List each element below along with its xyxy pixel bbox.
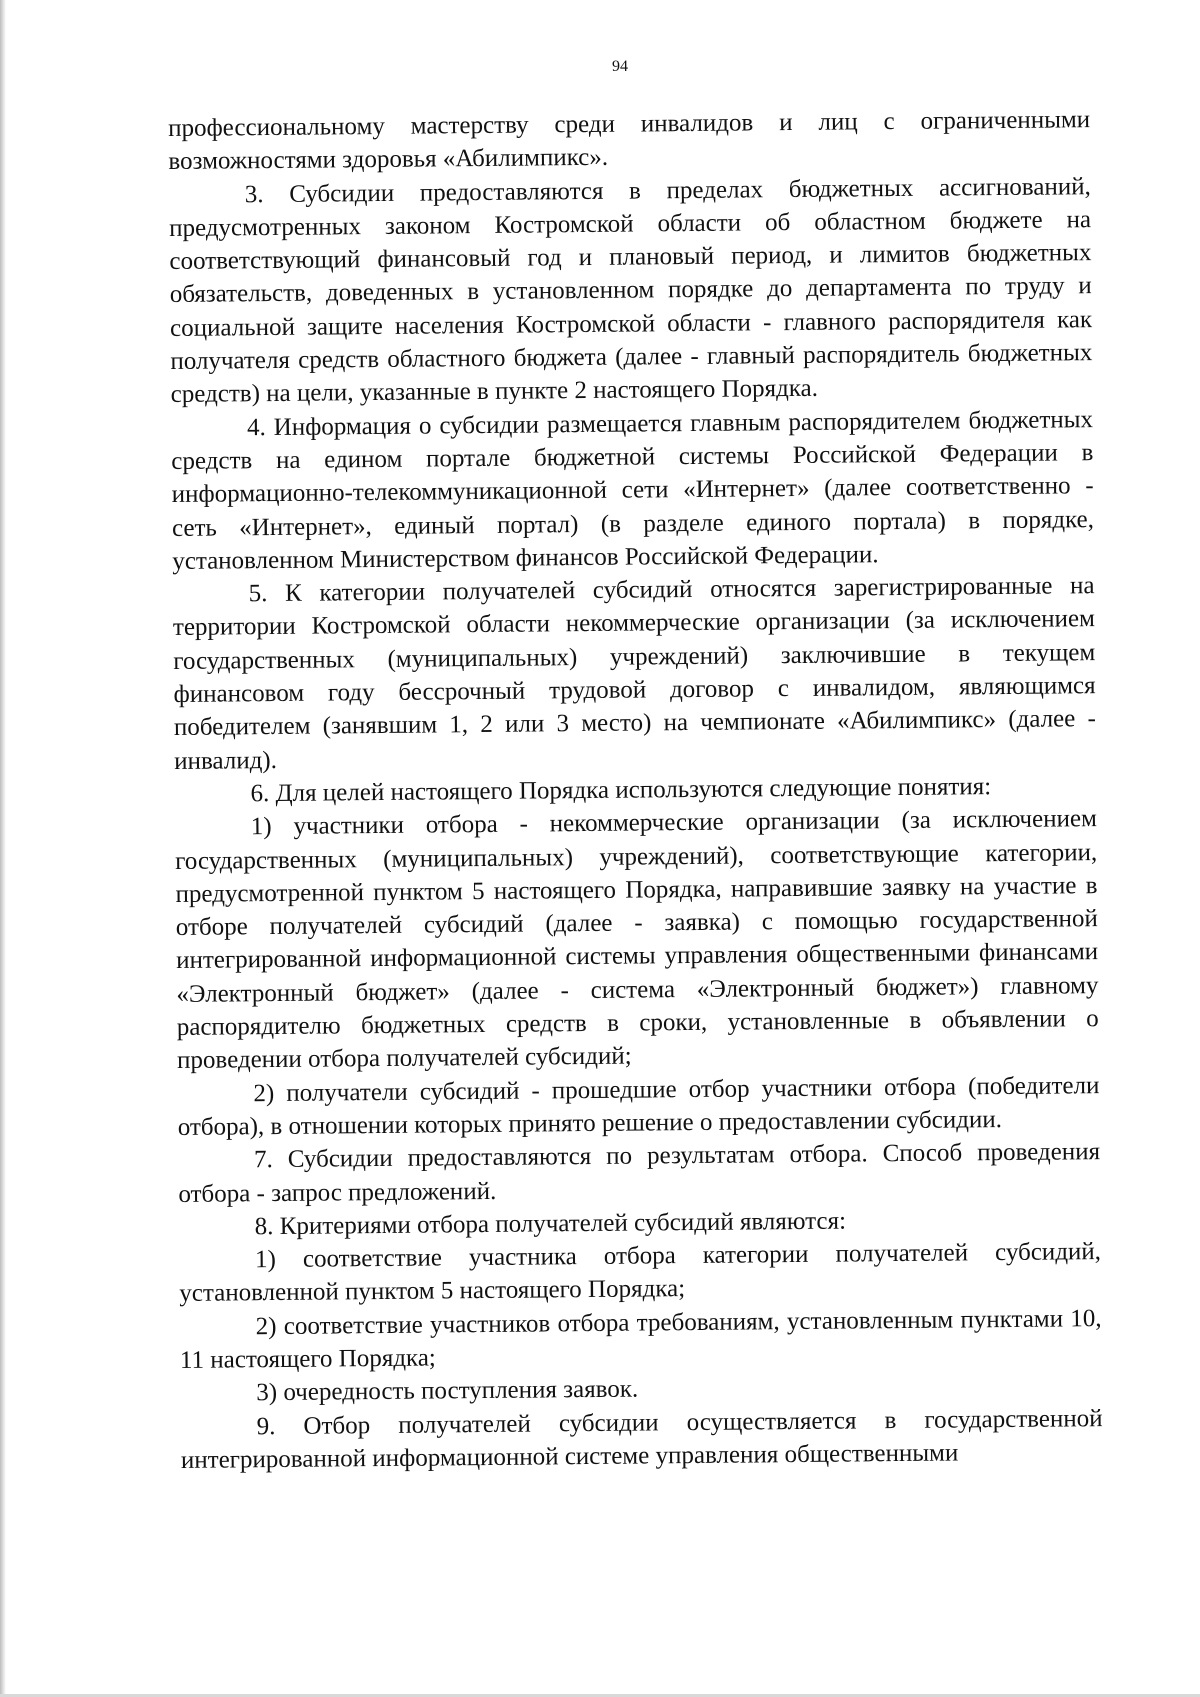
paragraph-item-5: 5. К категории получателей субсидий относятся зарегистрированные на территории Костромской области некоммерческие организации (за исключением государственных (муниципальных) учреждений) заключившие в текущем финансовом году бессрочный трудовой договор с инвалидом, являющимся победителем (занявшим 1, 2 или 3 место) на чемпионате «Абилимпикс» (далее - инвалид). <box>172 572 1096 775</box>
paragraph-item-3: 3. Субсидии предоставляются в пределах бюджетных ассигнований, предусмотренных законом Костромской области об областном бюджете на соответствующий финансовый год и плановый период, и лимитов бюджетных обязательств, доведенных в установленном порядке до департамента по труду и социальной защите населения Костромской области - главного распорядителя как получателя средств областного бюджета (далее - главный распорядитель бюджетных средств) на цели, указанные в пункте 2 настоящего Порядка. <box>168 172 1093 409</box>
paragraph-item-6-2: 2) получатели субсидий - прошедшие отбор участники отбора (победители отбора), в отношении которых принято решение о предоставлении субсидии. <box>177 1071 1100 1141</box>
page-number: 94 <box>612 58 628 75</box>
paragraph-item-8-2: 2) соответствие участников отбора требованиям, установленным пунктами 10, 11 настоящего Порядка; <box>179 1304 1102 1374</box>
document-body <box>168 103 1103 1477</box>
paragraph-item-8-3: 3) очередность поступления заявок. <box>256 1375 639 1407</box>
paragraph-item-8: 8. Критериями отбора получателей субсидий являются: <box>254 1207 847 1241</box>
paragraph-item-6: 6. Для целей настоящего Порядка используются следующие понятия: <box>250 773 992 808</box>
paragraph-continuation: профессиональному мастерству среди инвалидов и лиц с ограниченными возможностями здоровья «Абилимпикс». <box>168 106 1091 176</box>
paragraph-item-6-1: 1) участники отбора - некоммерческие организации (за исключением государственных (муниципальных) учреждений), соответствующие категории, предусмотренной пунктом 5 настоящего Порядка, направившие заявку на участие в отборе получателей субсидий (далее - заявка) с помощью государственной интегрированной информационной системы управления общественными финансами «Электронный бюджет» (далее - система «Электронный бюджет») главному распорядителю бюджетных средств в сроки, установленные в объявлении о проведении отбора получателей субсидий; <box>175 805 1099 1075</box>
paragraph-item-7: 7. Субсидии предоставляются по результатам отбора. Способ проведения отбора - запрос предложений. <box>178 1138 1101 1208</box>
paragraph-item-8-1: 1) соответствие участника отбора категории получателей субсидий, установленной пунктом 5 настоящего Порядка; <box>179 1238 1102 1308</box>
paragraph-item-9: 9. Отбор получателей субсидии осуществляется в государственной интегрированной информационной системе управления общественными <box>180 1404 1103 1474</box>
scan-edge-left <box>0 0 6 1697</box>
paragraph-item-4: 4. Информация о субсидии размещается главным распорядителем бюджетных средств на едином портале бюджетной системы Российской Федерации в информационно-телекоммуникационной сети «Интернет» (далее соответственно - сеть «Интернет», единый портал) (в разделе единого портала) в порядке, установленном Министерством финансов Российской Федерации. <box>171 405 1095 575</box>
